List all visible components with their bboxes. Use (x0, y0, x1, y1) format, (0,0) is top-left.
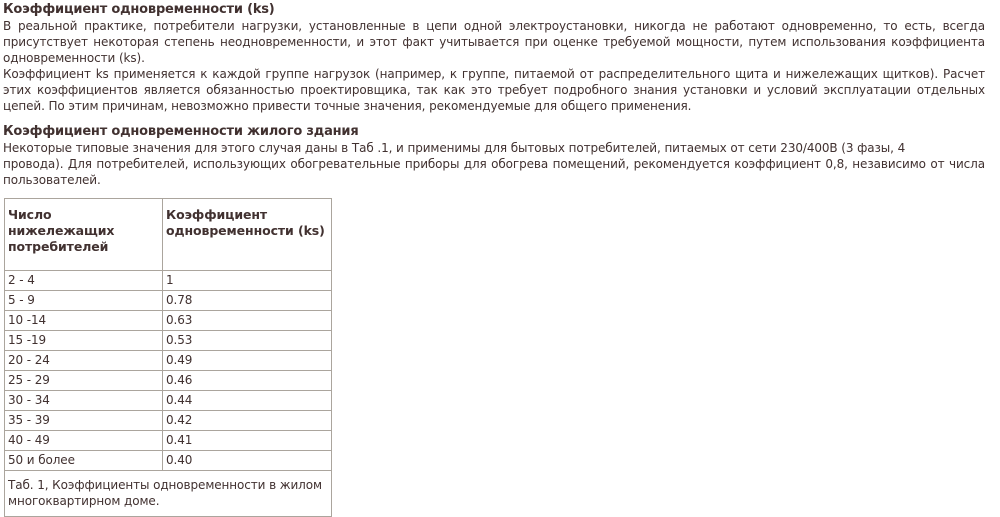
table-cell: 35 - 39 (5, 411, 163, 431)
table-cell: 15 -19 (5, 331, 163, 351)
table-body (5, 271, 332, 471)
table-row (5, 291, 332, 311)
table-row (5, 311, 332, 331)
table-row (5, 371, 332, 391)
paragraph-ks-practice: В реальной практике, потребители нагрузки, установленные в цепи одной электроустановки, никогда не работают одновременно, то есть, всегда присутствует некоторая степень неодновременности, и этот факт учитывается при оценке требуемой мощности, путем использования коэффициента одновременности (ks). (3, 19, 985, 65)
paragraph-residential-heating: провода). Для потребителей, использующих обогревательные приборы для обогрева помещений, рекомендуется коэффициент 0,8, независимо от числа пользователей. (3, 157, 985, 187)
section-residential (3, 124, 985, 188)
column-header-consumers: Число нижележащих потребителей (5, 199, 163, 271)
table-cell: 25 - 29 (5, 371, 163, 391)
ks-coefficients-table (4, 198, 332, 517)
table-row (5, 451, 332, 471)
table-row (5, 271, 332, 291)
table-cell: 20 - 24 (5, 351, 163, 371)
table-caption: Таб. 1, Коэффициенты одновременности в жилом многоквартирном доме. (5, 471, 332, 517)
section-ks-intro (3, 2, 985, 114)
table-caption-row (5, 471, 332, 517)
table-cell: 0.41 (163, 431, 332, 451)
section-heading-ks: Коэффициент одновременности (ks) (3, 2, 275, 17)
table-cell: 0.40 (163, 451, 332, 471)
table-cell: 2 - 4 (5, 271, 163, 291)
table-cell: 30 - 34 (5, 391, 163, 411)
paragraph-ks-application: Коэффициент ks применяется к каждой группе нагрузок (например, к группе, питаемой от распределительного щита и нижележащих щитков). Расчет этих коэффициентов является обязанностью проектировщика, так как это требует подробного знания установки и условий эксплуатации отдельных цепей. По этим причинам, невозможно привести точные значения, рекомендуемые для общего применения. (3, 67, 985, 113)
table-cell: 1 (163, 271, 332, 291)
table-row (5, 431, 332, 451)
table-cell: 50 и более (5, 451, 163, 471)
section-heading-residential: Коэффициент одновременности жилого здания (3, 124, 359, 139)
table-cell: 40 - 49 (5, 431, 163, 451)
table-cell: 5 - 9 (5, 291, 163, 311)
paragraph-residential-values: Некоторые типовые значения для этого случая даны в Таб .1, и применимы для бытовых потребителей, питаемых от сети 230/400В (3 фазы, 4 (3, 141, 906, 155)
table-cell: 10 -14 (5, 311, 163, 331)
table-cell: 0.49 (163, 351, 332, 371)
table-cell: 0.44 (163, 391, 332, 411)
table-row (5, 391, 332, 411)
table-row (5, 331, 332, 351)
table-cell: 0.53 (163, 331, 332, 351)
table-row (5, 351, 332, 371)
column-header-coefficient: Коэффициент одновременности (ks) (163, 199, 332, 271)
table-cell: 0.46 (163, 371, 332, 391)
table-row (5, 411, 332, 431)
table-cell: 0.63 (163, 311, 332, 331)
table-header-row (5, 199, 332, 271)
table-cell: 0.42 (163, 411, 332, 431)
table-cell: 0.78 (163, 291, 332, 311)
